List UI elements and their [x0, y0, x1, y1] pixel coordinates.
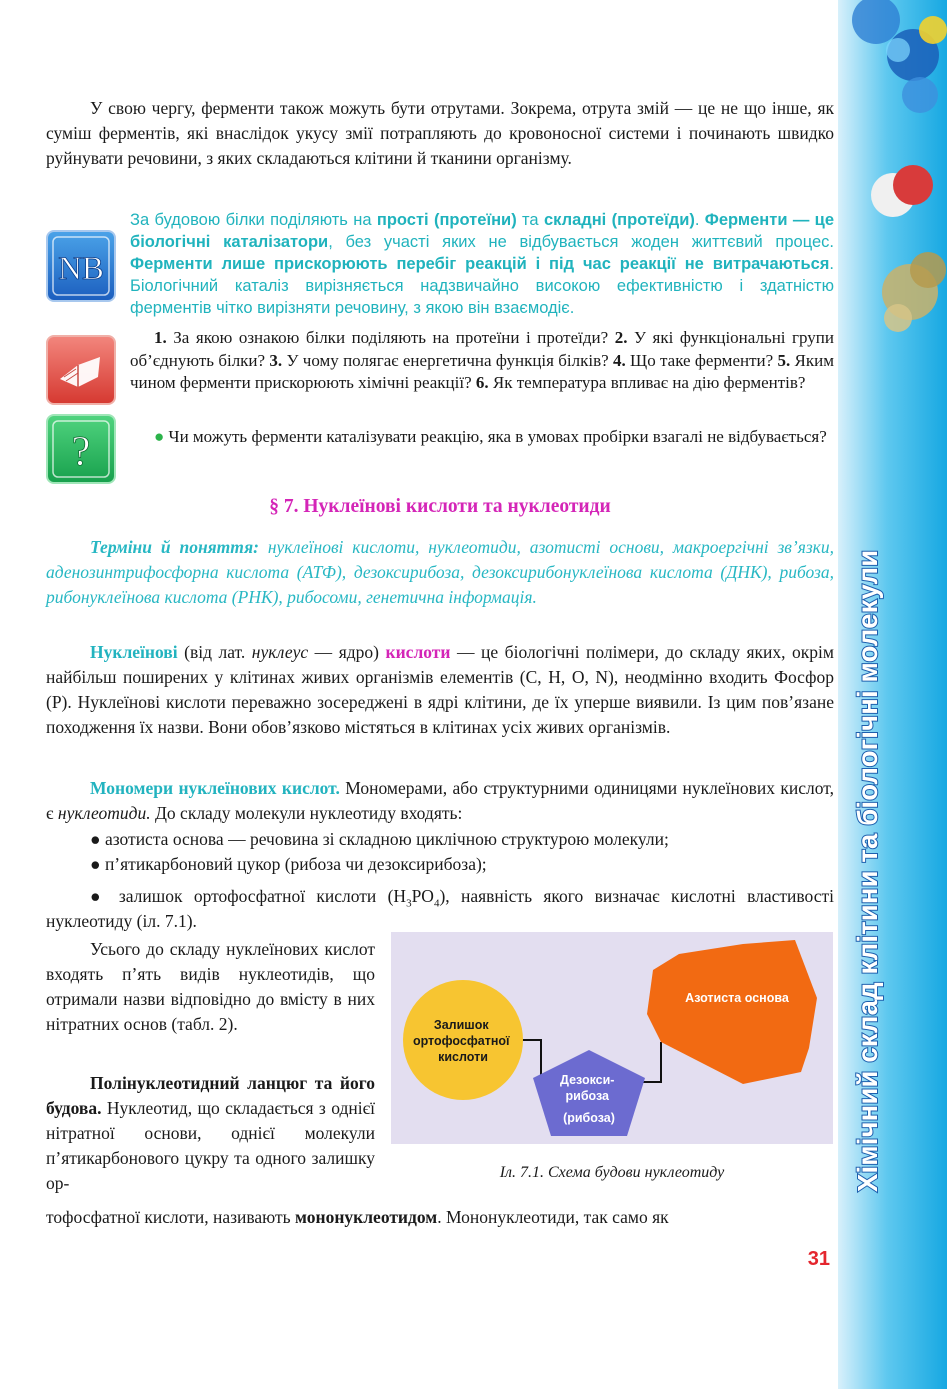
sugar-label-line-3: (рибоза)	[563, 1111, 615, 1125]
svg-text:Дезокси- рибоза (р	[560, 1073, 618, 1125]
paragraph-venom: У свою чергу, ферменти також можуть бути отрутами. Зокрема, отрута змій — це не що інше, як суміш ферментів, які внаслідок укусу змії потрапляють до кровоносної системи і починають швидко руйнувати речовини, з яких складаються клітини й тканини організму.	[46, 98, 834, 168]
book-icon	[46, 335, 116, 405]
bullet-nitrogen-base: ● азотиста основа — речовина зі складною циклічною структурою молекули;	[90, 829, 669, 849]
polynucleotide-paragraph: Полінуклеотидний ланцюг та його будова. Нуклеотид, що складається з однієї нітратної основи, однієї молекули п’ятикарбонового цукру та одного залишку ор-	[46, 1073, 375, 1193]
section-heading: § 7. Нуклеїнові кислоти та нуклеотиди	[269, 496, 611, 517]
phosphate-label-line-3: кислоти	[438, 1050, 488, 1064]
page-number: 31	[807, 1248, 830, 1270]
five-types-paragraph: Усього до складу нуклеїнових кислот входять п’ять видів нуклеотидів, що отримали назви відповідно до вмісту в них нітратних основ (табл. 2).	[46, 939, 375, 1034]
nb-text: За будовою білки поділяють на прості (протеїни) та складні (протеїди). Ферменти — це біологічні каталізатори, без участі яких не відбувається жоден життєвий процес. Ферменти лише прискорюють перебіг реакцій і під час реакції не витрачаються. Біологічний каталіз вирізняється надзвичайно високою ефективністю і здатністю ферментів чітко вирізняти речовину, з якою він взаємодіє.	[130, 211, 834, 317]
monomers-paragraph: Мономери нуклеїнових кислот. Мономерами, або структурними одиницями нуклеїнових кислот, є нуклеотиди. До складу молекули нуклеотиду входять:	[46, 778, 834, 823]
nb-icon-text: NB	[58, 251, 104, 287]
think-question: ● Чи можуть ферменти каталізувати реакцію, яка в умовах пробірки взагалі не відбувається?	[154, 427, 827, 446]
side-chapter-title	[840, 440, 910, 1200]
phosphate-label-line-1: Залишок	[433, 1018, 489, 1032]
question-icon	[46, 414, 116, 484]
nitrogen-base-label: Азотиста основа	[685, 991, 789, 1005]
terms-paragraph: Терміни й поняття: нуклеїнові кислоти, нуклеотиди, азотисті основи, макроергічні зв’язки, аденозинтрифосфорна кислота (АТФ), дезоксирибоза, дезоксирибонуклеїнова кислота (ДНК), рибоза, рибонуклеїнова кислота (РНК), рибосоми, генетична інформація.	[46, 537, 834, 607]
molecule-illustration	[838, 0, 947, 340]
bullet-icon: ●	[154, 427, 165, 446]
nb-icon	[46, 230, 116, 302]
phosphate-label-line-2: ортофосфатної	[412, 1034, 510, 1048]
mononucleotide-line: тофосфатної кислоти, називають мононуклеотидом. Мононуклеотиди, так само як	[46, 1207, 669, 1227]
question-icon-text: ?	[71, 429, 91, 475]
bullet-sugar: ● п’ятикарбоновий цукор (рибоза чи дезоксирибоза);	[90, 854, 487, 874]
nucleic-acids-definition: Нуклеїнові (від лат. нуклеус — ядро) кислоти — це біологічні полімери, до складу яких, окрім найбільш поширених у клітинах живих організмів елементів (С, Н, О, N), неодмінно входить Фосфор (Р). Нуклеїнові кислоти переважно зосереджені в ядрі клітини, де їх уперше виявили. Із цим пов’язане походження їх назви. Вони обов’язково містяться в клітинах усіх живих організмів.	[46, 642, 834, 737]
bullet-phosphate: ● залишок ортофосфатної кислоти $(H_3PO_4)$, наявність якого визначає кислотні властивості нуклеотиду (іл. 7.1).	[46, 886, 834, 931]
sugar-label-line-1: Дезокси-	[560, 1073, 615, 1087]
side-title-text: Хімічний склад клітини та біологічні молекули	[852, 549, 883, 1192]
figure-caption: Іл. 7.1. Схема будови нуклеотиду	[499, 1164, 725, 1181]
nucleotide-diagram	[391, 932, 833, 1144]
sugar-label-line-2: рибоза	[565, 1089, 610, 1103]
review-questions: 1. За якою ознакою білки поділяють на протеїни і протеїди? 2. У які функціональні групи об’єднують білки? 3. У чому полягає енергетична функція білків? 4. Що таке ферменти? 5. Яким чином ферменти прискорюють хімічні реакції? 6. Як температура впливає на дію ферментів?	[130, 328, 834, 392]
nitrogen-base-shape	[647, 940, 817, 1084]
